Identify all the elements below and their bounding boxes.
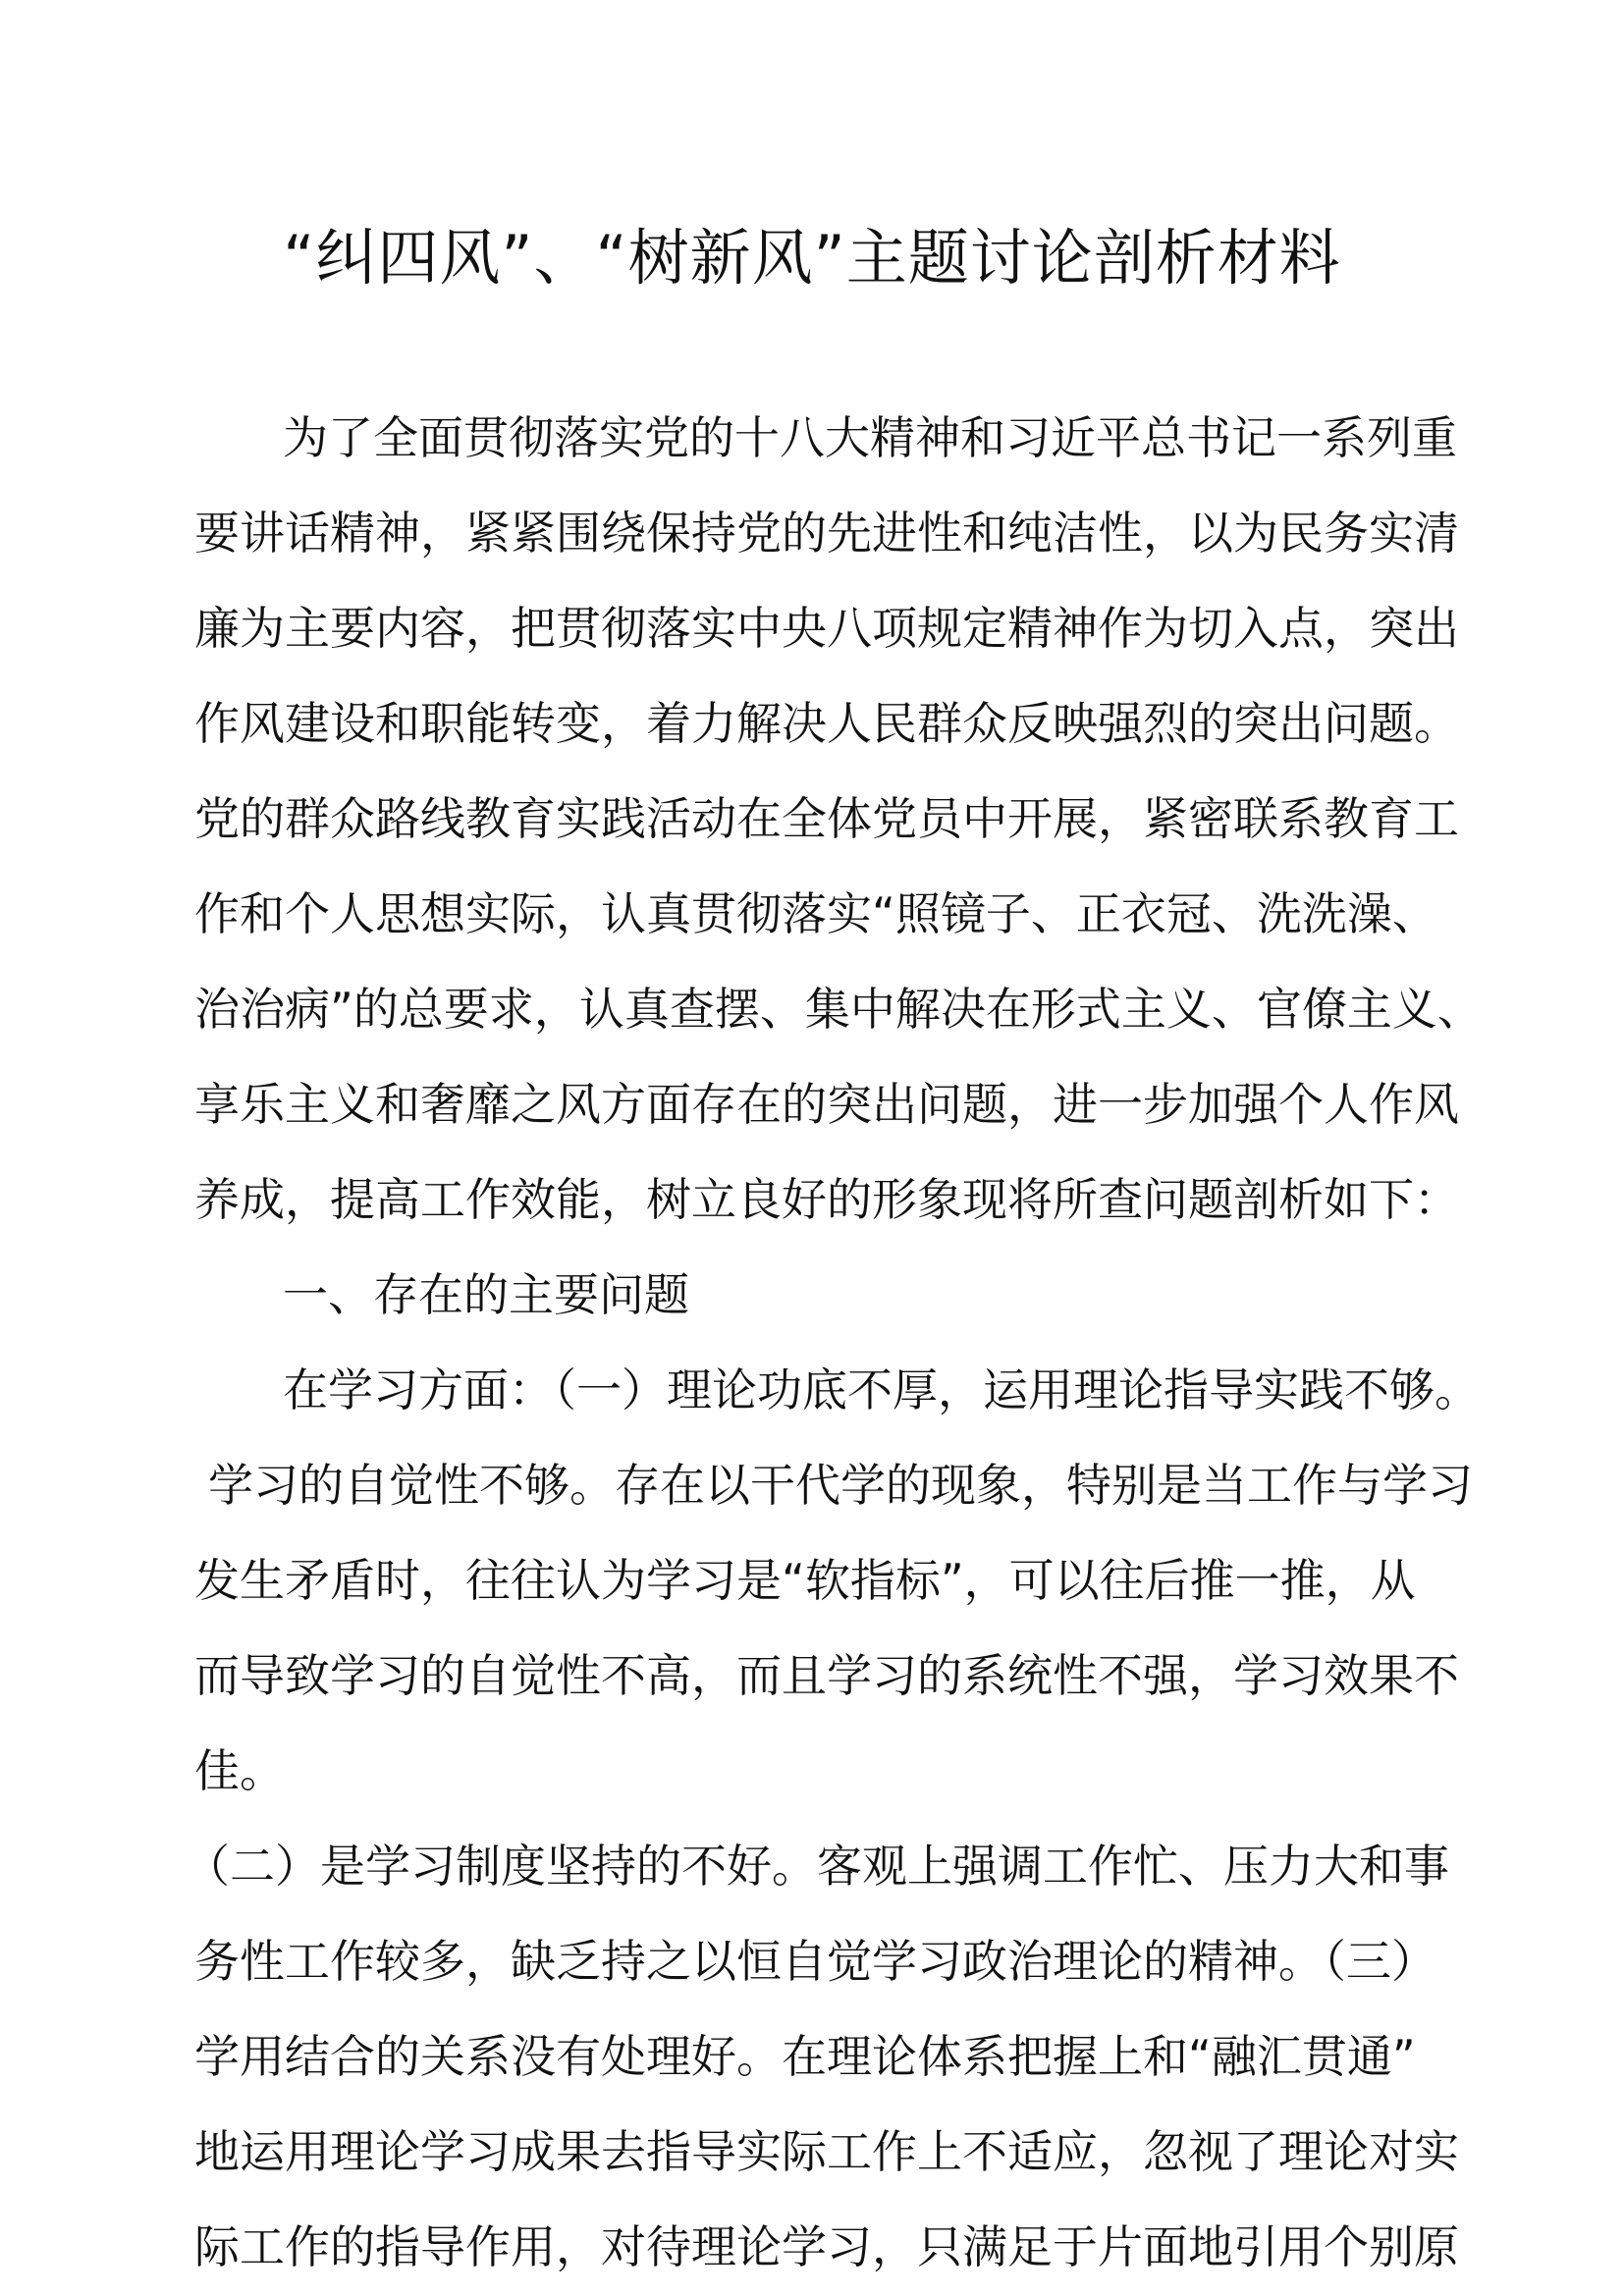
document-body bbox=[185, 391, 1483, 2295]
paragraph-line: 廉为主要内容，把贯彻落实中央八项规定精神作为切入点，突出 bbox=[194, 602, 1459, 655]
paragraph-line: 养成，提高工作效能，树立良好的形象现将所查问题剖析如下： bbox=[194, 1173, 1459, 1226]
paragraph-line: 发生矛盾时，往往认为学习是“软指标”，可以往后推一推，从 bbox=[194, 1554, 1416, 1607]
paragraph-line: 作风建设和职能转变，着力解决人民群众反映强烈的突出问题。 bbox=[194, 697, 1459, 750]
document-title: “纠四风”、“树新风”主题讨论剖析材料 bbox=[283, 222, 1341, 294]
paragraph-line: 在学习方面：（一）理论功底不厚，运用理论指导实践不够。 bbox=[283, 1363, 1480, 1416]
paragraph-line: 治治病”的总要求，认真查摆、集中解决在形式主义、官僚主义、 bbox=[194, 983, 1483, 1036]
paragraph-line: 为了全面贯彻落实党的十八大精神和习近平总书记一系列重 bbox=[283, 411, 1457, 464]
paragraph-line: 党的群众路线教育实践活动在全体党员中开展，紧密联系教育工 bbox=[194, 792, 1459, 845]
paragraph-line: 要讲话精神，紧紧围绕保持党的先进性和纯洁性，以为民务实清 bbox=[194, 507, 1459, 560]
paragraph-line: 务性工作较多，缺乏持之以恒自觉学习政治理论的精神。（三） bbox=[194, 1935, 1436, 1988]
paragraph-line: 际工作的指导作用，对待理论学习，只满足于片面地引用个别原 bbox=[194, 2220, 1459, 2273]
paragraph-line: 作和个人思想实际，认真贯彻落实“照镜子、正衣冠、洗洗澡、 bbox=[194, 887, 1437, 940]
paragraph-line: 佳。 bbox=[194, 1744, 285, 1797]
paragraph-line: 而导致学习的自觉性不高，而且学习的系统性不强，学习效果不 bbox=[194, 1649, 1459, 1702]
paragraph-line: 学习的自觉性不够。存在以干代学的现象，特别是当工作与学习 bbox=[208, 1459, 1473, 1512]
section-heading: 一、存在的主要问题 bbox=[283, 1268, 689, 1321]
paragraph-line: （二）是学习制度坚持的不好。客观上强调工作忙、压力大和事 bbox=[185, 1840, 1449, 1893]
paragraph-line: 学用结合的关系没有处理好。在理论体系把握上和“融汇贯通” bbox=[194, 2030, 1416, 2083]
paragraph-line: 享乐主义和奢靡之风方面存在的突出问题，进一步加强个人作风 bbox=[194, 1078, 1459, 1131]
paragraph-line: 地运用理论学习成果去指导实际工作上不适应，忽视了理论对实 bbox=[194, 2125, 1459, 2178]
